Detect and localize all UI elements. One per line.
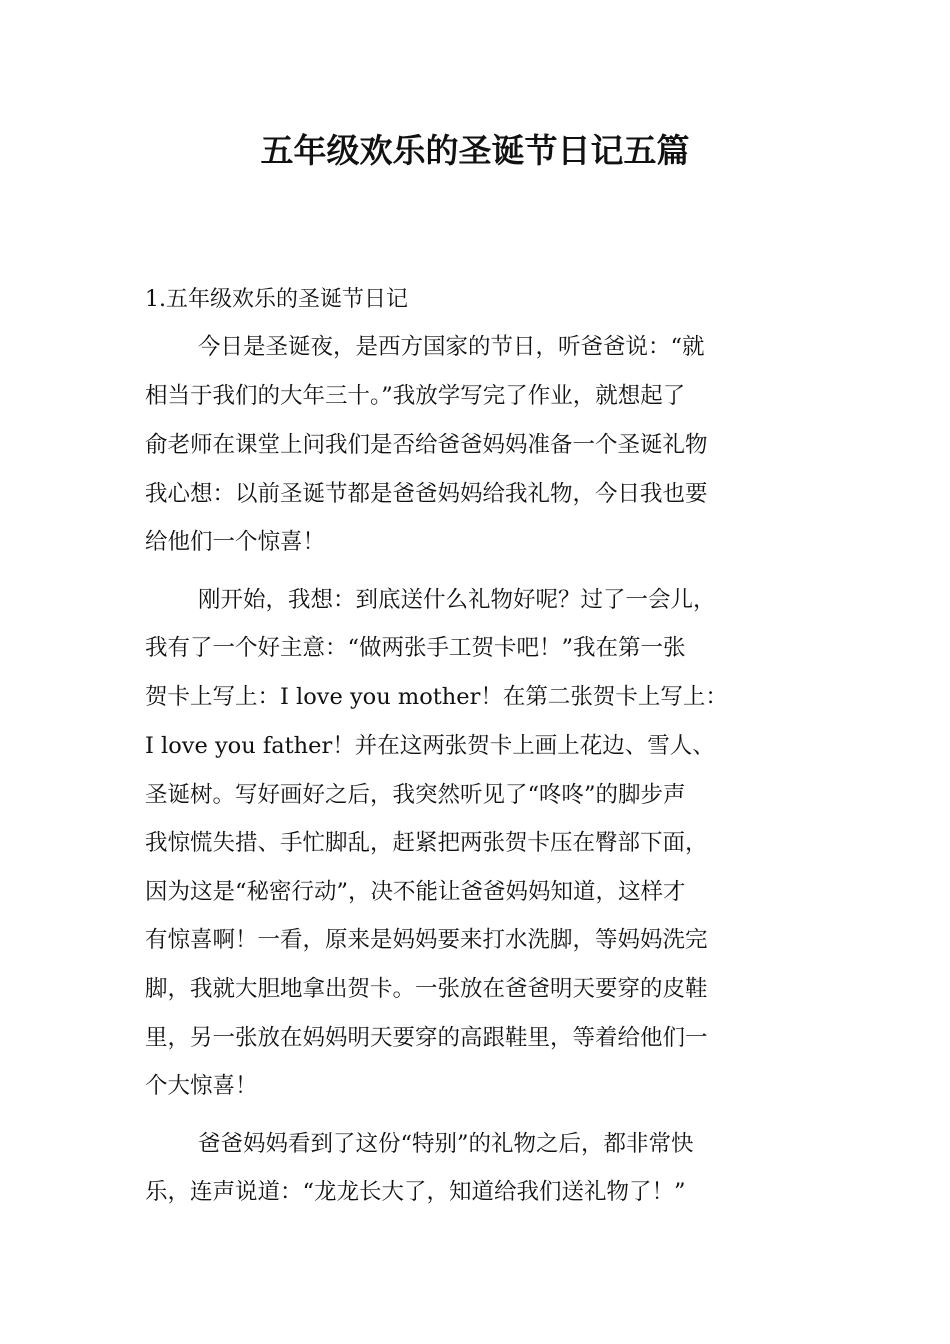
paragraph-line: 圣诞树。写好画好之后，我突然听见了“咚咚”的脚步声: [145, 782, 686, 808]
paragraph-line: 刚开始，我想：到底送什么礼物好呢？过了一会儿，: [198, 587, 716, 613]
paragraph-line: 给他们一个惊喜！: [145, 529, 326, 555]
paragraph-line: 我心想：以前圣诞节都是爸爸妈妈给我礼物，今日我也要: [145, 481, 708, 507]
paragraph-line: 贺卡上写上：I love you mother！在第二张贺卡上写上：: [145, 684, 728, 710]
paragraph-line: 乐，连声说道：“龙龙长大了，知道给我们送礼物了！”: [145, 1179, 686, 1205]
paragraph-line: 爸爸妈妈看到了这份“特别”的礼物之后，都非常快: [198, 1131, 694, 1157]
paragraph-line: 有惊喜啊！一看，原来是妈妈要来打水洗脚，等妈妈洗完: [145, 927, 708, 953]
paragraph-line: 我有了一个好主意：“做两张手工贺卡吧！”我在第一张: [145, 635, 686, 661]
paragraph-line: 个大惊喜！: [145, 1073, 258, 1099]
paragraph-line: 今日是圣诞夜，是西方国家的节日，听爸爸说：“就: [198, 334, 705, 360]
paragraph-line: 我惊慌失措、手忙脚乱，赶紧把两张贺卡压在臀部下面，: [145, 830, 708, 856]
paragraph-line: 因为这是“秘密行动”，决不能让爸爸妈妈知道，这样才: [145, 879, 686, 905]
paragraph-line: 脚，我就大胆地拿出贺卡。一张放在爸爸明天要穿的皮鞋: [145, 976, 708, 1002]
document-title: 五年级欢乐的圣诞节日记五篇: [260, 131, 690, 170]
paragraph-line: 相当于我们的大年三十。”我放学写完了作业，就想起了: [145, 383, 686, 409]
paragraph-line: 俞老师在课堂上问我们是否给爸爸妈妈准备一个圣诞礼物: [145, 432, 708, 458]
section-heading: 1.五年级欢乐的圣诞节日记: [145, 287, 408, 312]
paragraph-line: I love you father！并在这两张贺卡上画上花边、雪人、: [145, 733, 715, 759]
paragraph-line: 里，另一张放在妈妈明天要穿的高跟鞋里，等着给他们一: [145, 1025, 708, 1051]
